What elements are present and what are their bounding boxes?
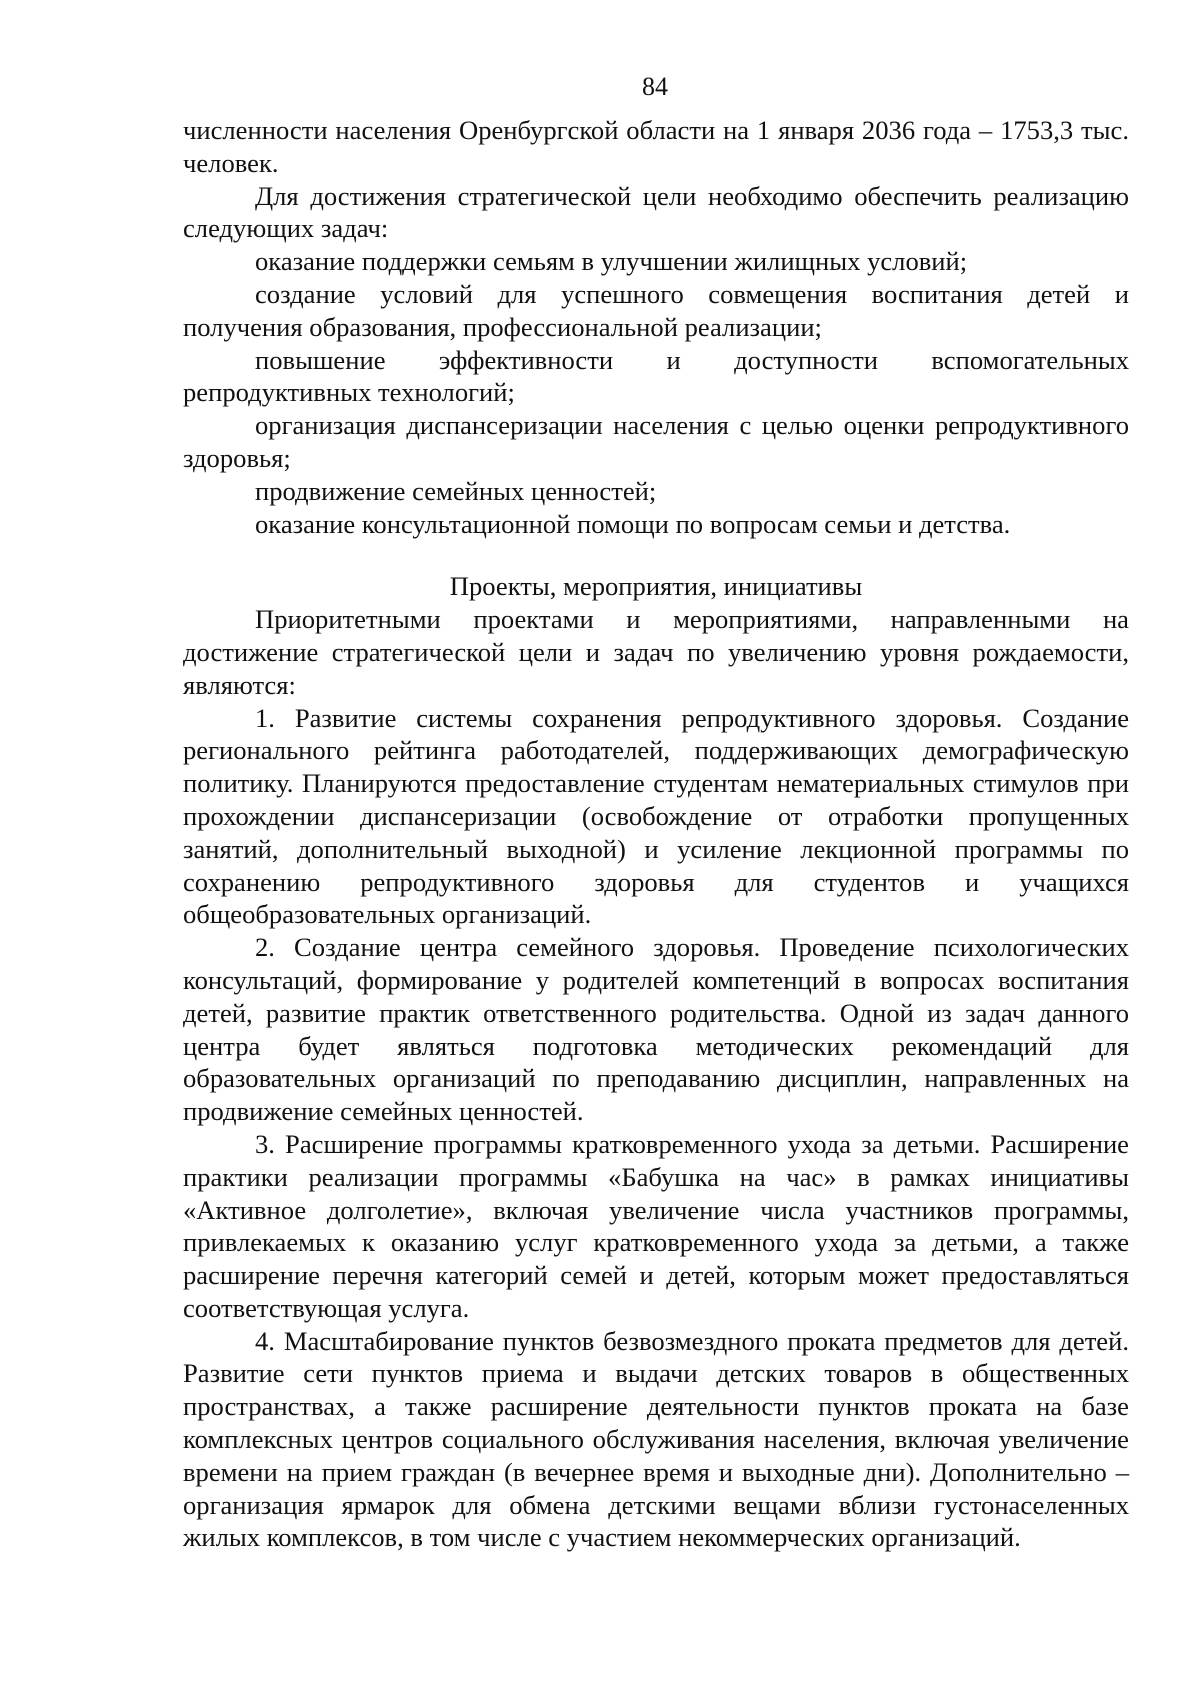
task-item: повышение эффективности и доступности вспомогательных репродуктивных технологий; <box>183 344 1129 408</box>
task-item: создание условий для успешного совмещения воспитания детей и получения образования, профессиональной реализации; <box>183 278 1129 342</box>
paragraph-projects-intro: Приоритетными проектами и мероприятиями, направленными на достижение стратегической цели и задач по увеличению уровня рождаемости, являются: <box>183 604 1129 700</box>
document-body <box>183 114 1129 1554</box>
numbered-item: 3. Расширение программы кратковременного ухода за детьми. Расширение практики реализации программы «Бабушка на час» в рамках инициативы «Активное долголетие», включая увеличение числа участников программы, привлекаемых к оказанию услуг кратковременного ухода за детьми, а также расширение перечня категорий семей и детей, которым может предоставляться соответствующая услуга. <box>183 1128 1129 1323</box>
task-item: организация диспансеризации населения с целью оценки репродуктивного здоровья; <box>183 410 1129 473</box>
numbered-item: 2. Создание центра семейного здоровья. Проведение психологических консультаций, формирование у родителей компетенций в вопросах воспитания детей, развитие практик ответственного родительства. Одной из задач данного центра будет являться подготовка методических рекомендаций для образовательных организаций по преподаванию дисциплин, направленных на продвижение семейных ценностей. <box>183 932 1129 1127</box>
paragraph-tasks-intro: Для достижения стратегической цели необходимо обеспечить реализацию следующих задач: <box>183 180 1129 244</box>
paragraph-continuation: численности населения Оренбургской области на 1 января 2036 года – 1753,3 тыс. человек. <box>183 115 1129 178</box>
numbered-item: 4. Масштабирование пунктов безвозмездного проката предметов для детей. Развитие сети пунктов приема и выдачи детских товаров в общественных пространствах, а также расширение деятельности пунктов проката на базе комплексных центров социального обслуживания населения, включая увеличение времени на прием граждан (в вечернее время и выходные дни). Дополнительно – организация ярмарок для обмена детскими вещами вблизи густонаселенных жилых комплексов, в том числе с участием некоммерческих организаций. <box>183 1325 1129 1553</box>
page-number: 84 <box>642 72 668 101</box>
task-item: оказание консультационной помощи по вопросам семьи и детства. <box>255 508 1011 539</box>
section-heading: Проекты, мероприятия, инициативы <box>449 571 863 602</box>
task-item: продвижение семейных ценностей; <box>255 475 657 506</box>
numbered-item: 1. Развитие системы сохранения репродуктивного здоровья. Создание регионального рейтинга работодателей, поддерживающих демографическую политику. Планируются предоставление студентам нематериальных стимулов при прохождении диспансеризации (освобождение от отработки пропущенных занятий, дополнительный выходной) и усиление лекционной программы по сохранению репродуктивного здоровья для студентов и учащихся общеобразовательных организаций. <box>183 702 1129 930</box>
task-item: оказание поддержки семьям в улучшении жилищных условий; <box>255 246 968 277</box>
